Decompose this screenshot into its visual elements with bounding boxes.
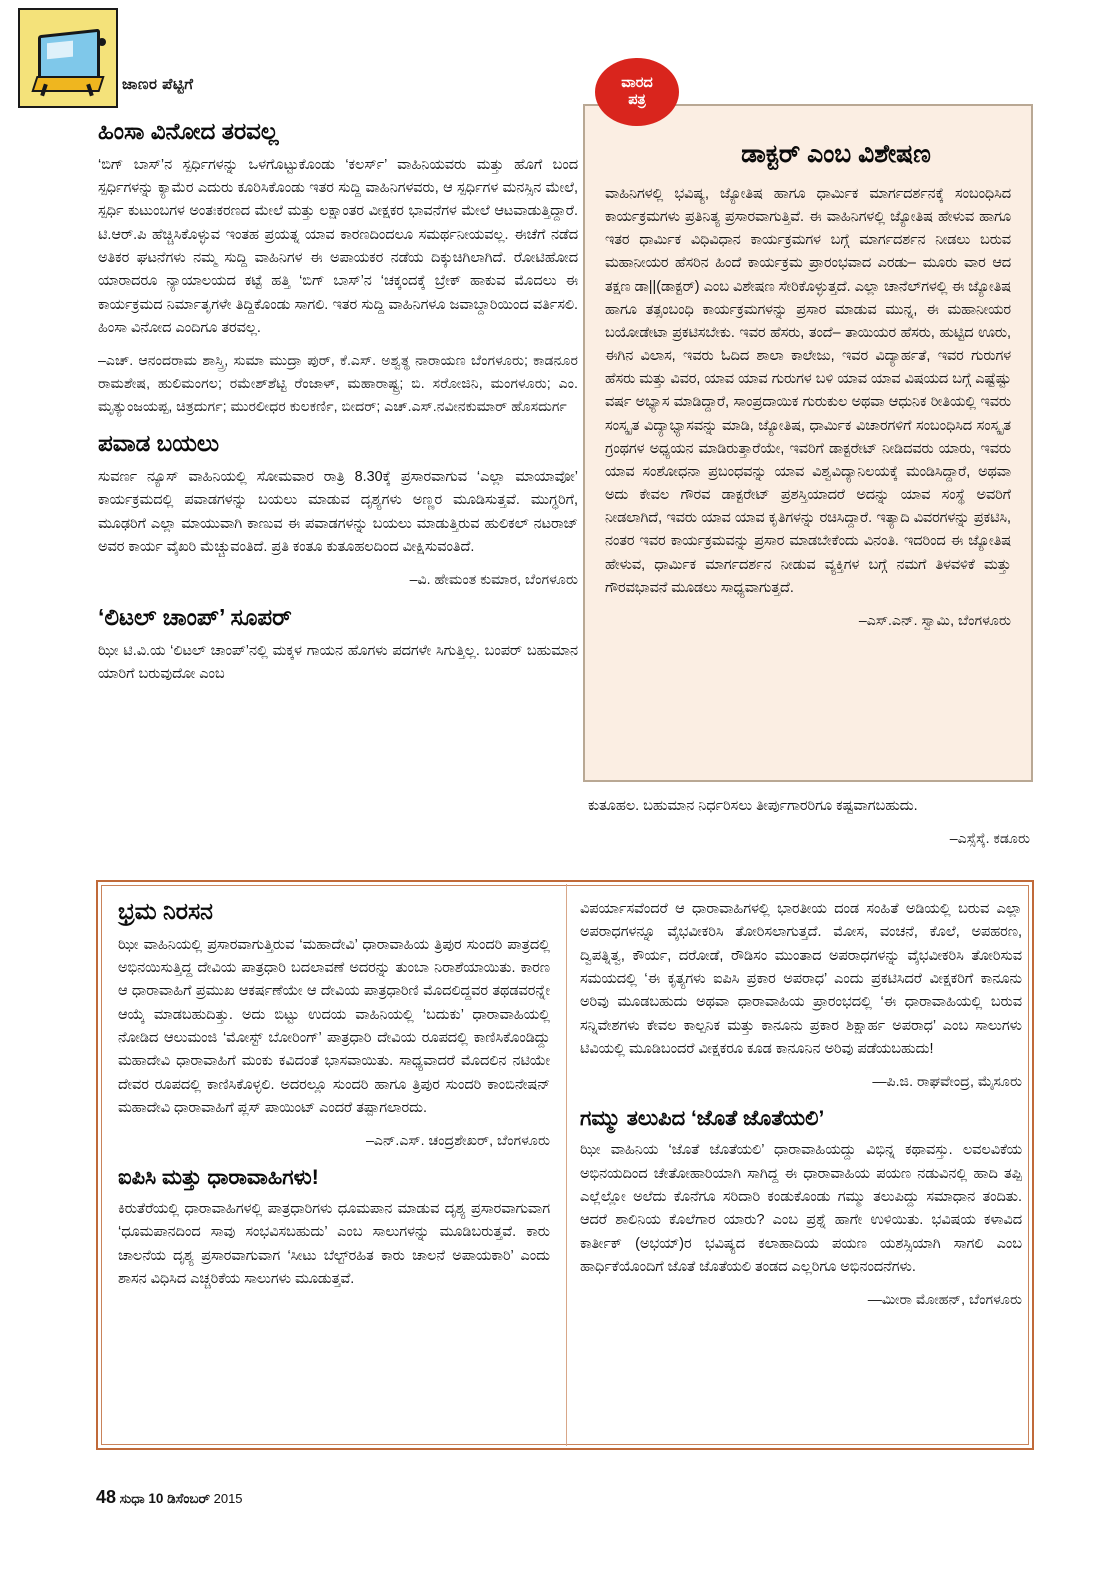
article-heading-pavada: ಪವಾಡ ಬಯಲು [98,430,220,457]
note-under-box [588,795,1030,863]
magazine-name-date: ಸುಧಾ 10 ಡಿಸೆಂಬರ್ [119,1491,210,1506]
note-under-body: ಕುತೂಹಲ. ಬಹುಮಾನ ನಿರ್ಧರಿಸಲು ತೀರ್ಪುಗಾರರಿಗೂ ಕಷ್ಟವಾಗಬಹುದು. [588,798,918,814]
article-signature-himsa: –ಎಚ್. ಆನಂದರಾಮ ಶಾಸ್ತ್ರಿ, ಸುಮಾ ಮುದ್ರಾ ಪುರ್, ಕೆ.ಎಸ್. ಅಶ್ವತ್ಥ ನಾರಾಯಣ ಬೆಂಗಳೂರು; ಕಾಡನೂರ ರಾಮಶೇಷ, ಹುಲಿಮಂಗಲ; ರಮೇಶ್‌ಶೆಟ್ಟಿ ರೆಂಜಾಳ್, ಮಹಾರಾಷ್ಟ್ರ; ಬಿ. ಸರೋಜಿನಿ, ಮಂಗಳೂರು; ಎಂ. ಮೃತ್ಯುಂಜಯಪ್ಪ, ಚಿತ್ರದುರ್ಗ; ಮುರಲೀಧರ ಕುಲಕರ್ಣಿ, ಬೀದರ್; ಎಚ್.ಎಸ್.ನವೀನಕುಮಾರ್ ಹೊಸದುರ್ಗ [98,353,578,415]
left-column-top [98,118,578,696]
article-signature-jothe: —ಮೀರಾ ಮೋಹನ್, ಬೆಂಗಳೂರು [867,1292,1022,1309]
article-body-ipc: ಕಿರುತೆರೆಯಲ್ಲಿ ಧಾರಾವಾಹಿಗಳಲ್ಲಿ ಪಾತ್ರಧಾರಿಗಳು ಧೂಮಪಾನ ಮಾಡುವ ದೃಶ್ಯ ಪ್ರಸಾರವಾಗುವಾಗ ‘ಧೂಮಪಾನದಿಂದ ಸಾವು ಸಂಭವಿಸಬಹುದು’ ಎಂಬ ಸಾಲುಗಳನ್ನು ಮೂಡಿಬರುತ್ತವೆ. ಕಾರು ಚಾಲನೆಯ ದೃಶ್ಯ ಪ್ರಸಾರವಾಗುವಾಗ ‘ಸೀಟು ಬೆಲ್ಟ್‌ರಹಿತ ಕಾರು ಚಾಲನೆ ಅಪಾಯಕಾರಿ’ ಎಂದು ಶಾಸನ ವಿಧಿಸಿದ ಎಚ್ಚರಿಕೆಯ ಸಾಲುಗಳು ಮೂಡುತ್ತವೆ. [118,1201,550,1288]
article-body-bhrama: ಝೀ ವಾಹಿನಿಯಲ್ಲಿ ಪ್ರಸಾರವಾಗುತ್ತಿರುವ ‘ಮಹಾದೇವಿ’ ಧಾರಾವಾಹಿಯ ತ್ರಿಪುರ ಸುಂದರಿ ಪಾತ್ರದಲ್ಲಿ ಅಭಿನಯಿಸುತ್ತಿದ್ದ ದೇವಿಯ ಪಾತ್ರಧಾರಿ ಬದಲಾವಣೆ ಅದರನ್ನು ತುಂಬಾ ನಿರಾಶೆಯಾಯಿತು. ಕಾರಣ ಆ ಧಾರಾವಾಹಿಗೆ ಪ್ರಮುಖ ಆಕರ್ಷಣೆಯೇ ಆ ದೇವಿಯ ಪಾತ್ರಧಾರಿಣಿ ಮೊದಲಿದ್ದವರ ತಥಡವರನ್ನೇ ಆಯ್ಕೆ ಮಾಡಬಹುದಿತ್ತು. ಅದು ಬಿಟ್ಟು ಉದಯ ವಾಹಿನಿಯಲ್ಲಿ ‘ಬದುಕು’ ಧಾರಾವಾಹಿಯಲ್ಲಿ ನೋಡಿದ ಆಲುಮಂಜಿ ‘ಮೋಸ್ಟ್ ಬೋರಿಂಗ್’ ಪಾತ್ರಧಾರಿ ದೇವಿಯ ರೂಪದಲ್ಲಿ ಕಾಣಿಸಿಕೊಂಡಿದ್ದು ಮಹಾದೇವಿ ಧಾರಾವಾಹಿಗೆ ಮಂಕು ಕವಿದಂತೆ ಭಾಸವಾಯಿತು. ಸಾಧ್ಯವಾದರೆ ಮೊದಲಿನ ನಟಿಯೇ ದೇವರ ರೂಪದಲ್ಲಿ ಕಾಣಿಸಿಕೊಳ್ಳಲಿ. ಅದರಲ್ಲೂ ಸುಂದರಿ ಹಾಗೂ ತ್ರಿಪುರ ಸುಂದರಿ ಕಾಂಬಿನೇಷನ್ ಮಹಾದೇವಿ ಧಾರಾವಾಹಿಗೆ ಪ್ಲಸ್ ಪಾಯಿಂಟ್ ಎಂದರೆ ತಪ್ಪಾಗಲಾರದು. [118,936,550,1116]
article-body-ipc-cont: ವಿಪರ್ಯಾಸವೆಂದರೆ ಆ ಧಾರಾವಾಹಿಗಳಲ್ಲಿ ಭಾರತೀಯ ದಂಡ ಸಂಹಿತೆ ಅಡಿಯಲ್ಲಿ ಬರುವ ಎಲ್ಲಾ ಅಪರಾಧಗಳನ್ನೂ ವೈಭವೀಕರಿಸಿ ತೋರಿಸಲಾಗುತ್ತದೆ. ಮೋಸ, ವಂಚನೆ, ಕೊಲೆ, ಅಪಹರಣ, ದ್ವಿಪತ್ನಿತ್ವ, ಕೌರ್ಯ, ದರೋಡೆ, ರೌಡಿಸಂ ಮುಂತಾದ ಅಪರಾಧಗಳನ್ನು ವೈಭವೀಕರಿಸಿ ತೋರಿಸುವ ಸಮಯದಲ್ಲಿ ‘ಈ ಕೃತ್ಯಗಳು ಐಪಿಸಿ ಪ್ರಕಾರ ಅಪರಾಧ’ ಎಂದು ಪ್ರಕಟಿಸಿದರೆ ವೀಕ್ಷಕರಿಗೆ ಕಾನೂನು ಅರಿವು ಮೂಡಬಹುದು ಅಥವಾ ಧಾರಾವಾಹಿಯ ಪ್ರಾರಂಭದಲ್ಲಿ ‘ಈ ಧಾರಾವಾಹಿಯಲ್ಲಿ ಬರುವ ಸನ್ನಿವೇಶಗಳು ಕೇವಲ ಕಾಲ್ಪನಿಕ ಮತ್ತು ಕಾನೂನು ಪ್ರಕಾರ ಶಿಕ್ಷಾರ್ಹ ಅಪರಾಧ’ ಎಂಬ ಸಾಲುಗಳು ಟಿವಿಯಲ್ಲಿ ಮೂಡಿಬಂದರೆ ವೀಕ್ಷಕರೂ ಕೂಡ ಕಾನೂನಿನ ಅರಿವು ಪಡೆಯಬಹುದು! [580,901,1022,1057]
vaarada-patra-body: ವಾಹಿನಿಗಳಲ್ಲಿ ಭವಿಷ್ಯ, ಜ್ಯೋತಿಷ ಹಾಗೂ ಧಾರ್ಮಿಕ ಮಾರ್ಗದರ್ಶನಕ್ಕೆ ಸಂಬಂಧಿಸಿದ ಕಾರ್ಯಕ್ರಮಗಳು ಪ್ರತಿನಿತ್ಯ ಪ್ರಸಾರವಾಗುತ್ತಿವೆ. ಈ ವಾಹಿನಿಗಳಲ್ಲಿ ಜ್ಯೋತಿಷ ಹೇಳುವ ಹಾಗೂ ಇತರ ಧಾರ್ಮಿಕ ವಿಧಿವಿಧಾನ ಕಾರ್ಯಕ್ರಮಗಳ ಬಗ್ಗೆ ಮಾರ್ಗದರ್ಶನ ನೀಡಲು ಬರುವ ಮಹಾನೀಯರ ಹೆಸರಿನ ಹಿಂದೆ ಕಾರ್ಯಕ್ರಮ ಪ್ರಾರಂಭವಾದ ಎರಡು– ಮೂರು ವಾರ ಆದ ತಕ್ಷಣ ಡಾ||(ಡಾಕ್ಟರ್) ಎಂಬ ವಿಶೇಷಣ ಸೇರಿಕೊಳ್ಳುತ್ತದೆ. ಎಲ್ಲಾ ಚಾನೆಲ್‌ಗಳಲ್ಲಿ ಈ ಜ್ಯೋತಿಷ ಹಾಗೂ ತತ್ಸಂಬಂಧಿ ಕಾರ್ಯಕ್ರಮಗಳನ್ನು ಪ್ರಸಾರ ಮಾಡುವ ಮುನ್ನ, ಈ ಮಹಾನೀಯರ ಬಯೋಡೇಟಾ ಪ್ರಕಟಿಸಬೇಕು. ಇವರ ಹೆಸರು, ತಂದೆ– ತಾಯಿಯರ ಹೆಸರು, ಹುಟ್ಟಿದ ಊರು, ಈಗಿನ ವಿಲಾಸ, ಇವರು ಓದಿದ ಶಾಲಾ ಕಾಲೇಜು, ಇವರ ವಿದ್ಯಾರ್ಹತೆ, ಇವರ ಗುರುಗಳ ಹೆಸರು ಮತ್ತು ವಿವರ, ಯಾವ ಯಾವ ಗುರುಗಳ ಬಳಿ ಯಾವ ಯಾವ ವಿಷಯದ ಬಗ್ಗೆ ಎಷ್ಟೆಷ್ಟು ವರ್ಷ ಅಭ್ಯಾಸ ಮಾಡಿದ್ದಾರೆ, ಸಾಂಪ್ರದಾಯಿಕ ಗುರುಕುಲ ಅಥವಾ ಆಧುನಿಕ ರೀತಿಯಲ್ಲಿ ಇವರು ಸಂಸ್ಕೃತ ವಿದ್ಯಾಭ್ಯಾಸವನ್ನು ಮಾಡಿ, ಜ್ಯೋತಿಷ, ಧಾರ್ಮಿಕ ವಿಚಾರಗಳಿಗೆ ಸಂಬಂಧಿಸಿದ ಸಂಸ್ಕೃತ ಗ್ರಂಥಗಳ ಅಧ್ಯಯನ ಮಾಡಿರುತ್ತಾರೆಯೇ, ಇವರಿಗೆ ಡಾಕ್ಟರೇಟ್ ನೀಡಿದವರು ಯಾರು, ಇವರು ಯಾವ ಸಂಶೋಧನಾ ಪ್ರಬಂಧವನ್ನು ಯಾವ ವಿಶ್ವವಿದ್ಯಾನಿಲಯಕ್ಕೆ ಮಂಡಿಸಿದ್ದಾರೆ, ಅಥವಾ ಅದು ಕೇವಲ ಗೌರವ ಡಾಕ್ಟರೇಟ್ ಪ್ರಶಸ್ತಿಯಾದರೆ ಅದನ್ನು ಯಾವ ಸಂಸ್ಥೆ ಅವರಿಗೆ ನೀಡಲಾಗಿದೆ, ಇವರು ಯಾವ ಯಾವ ಕೃತಿಗಳನ್ನು ರಚಿಸಿದ್ದಾರೆ. ಇತ್ಯಾದಿ ವಿವರಗಳನ್ನು ಪ್ರಕಟಿಸಿ, ನಂತರ ಇವರ ಕಾರ್ಯಕ್ರಮವನ್ನು ಪ್ರಸಾರ ಮಾಡಬೇಕೆಂದು ವಿನಂತಿ. ಇದರಿಂದ ಈ ಜ್ಯೋತಿಷ ಹೇಳುವ, ಧಾರ್ಮಿಕ ಮಾರ್ಗದರ್ಶನ ನೀಡುವ ವ್ಯಕ್ತಿಗಳ ಬಗ್ಗೆ ನಮಗೆ ತಿಳವಳಿಕೆ ಮತ್ತು ಗೌರವಭಾವನೆ ಮೂಡಲು ಸಾಧ್ಯವಾಗುತ್ತದೆ. [605,186,1011,596]
page-number: 48 [96,1487,117,1507]
vaarada-patra-box [583,104,1033,782]
article-heading-jothe: ಗಮ್ಮು ತಲುಪಿದ ‘ಜೊತೆ ಜೊತೆಯಲಿ’ [580,1107,825,1131]
article-heading-bhrama: ಭ್ರಮ ನಿರಸನ [118,898,213,924]
vaarada-patra-title: ಡಾಕ್ಟರ್ ಎಂಬ ವಿಶೇಷಣ [741,140,931,168]
article-body-himsa: ‘ಬಿಗ್ ಬಾಸ್’ನ ಸ್ಪರ್ಧಿಗಳನ್ನು ಒಳಗೊಟ್ಟುಕೊಂಡು ‘ಕಲರ್ಸ್’ ವಾಹಿನಿಯವರು ಮತ್ತು ಹೊಗೆ ಬಂದ ಸ್ಪರ್ಧಿಗಳನ್ನು ಕ್ಯಾಮೆರ ಎದುರು ಕೂರಿಸಿಕೊಂಡು ಇತರ ಸುದ್ದಿ ವಾಹಿನಿಗಳವರು, ಆ ಸ್ಪರ್ಧಿಗಳ ಮನಸ್ಸಿನ ಮೇಲೆ, ಸ್ಪರ್ಧಿ ಕುಟುಂಬಗಳ ಅಂತಃಕರಣದ ಮೇಲೆ ಮತ್ತು ಲಕ್ಷಾಂತರ ವೀಕ್ಷಕರ ಭಾವನೆಗಳ ಮೇಲೆ ಆಟವಾಡುತ್ತಿದ್ದಾರೆ. ಟಿ.ಆರ್.ಪಿ ಹೆಚ್ಚಿಸಿಕೊಳ್ಳುವ ಇಂತಹ ಪ್ರಯತ್ನ ಯಾವ ಕಾರಣದಿಂದಲೂ ಸಮರ್ಥನೀಯವಲ್ಲ. ಈಚೆಗೆ ನಡೆದ ಅತಿಕರ ಘಟನೆಗಳು ನಮ್ಮ ಸುದ್ದಿ ವಾಹಿನಿಗಳ ಈ ಅಪಾಯಕರ ನಡೆಯ ದಿಕ್ಕುಚಿಗಿಲಾಗಿದೆ. ರೋಟಿಹೋದ ಯಾರಾದರೂ ನ್ಯಾಯಾಲಯದ ಕಟ್ಟೆ ಹತ್ತಿ ‘ಬಿಗ್ ಬಾಸ್’ನ ‘ಚಕ್ಕಂದಕ್ಕೆ ಬ್ರೇಕ್ ಹಾಕುವ ಮೊದಲು ಈ ಕಾರ್ಯಕ್ರಮದ ನಿರ್ಮಾತೃಗಳೇ ತಿದ್ದಿಕೊಂಡು ಸಾಗಲಿ. ಇತರ ಸುದ್ದಿ ವಾಹಿನಿಗಳೂ ಜವಾಬ್ದಾರಿಯಿಂದ ವರ್ತಿಸಲಿ. ಹಿಂಸಾ ವಿನೋದ ಎಂದಿಗೂ ತರವಲ್ಲ. [98,156,578,336]
article-body-pavada: ಸುವರ್ಣ ನ್ಯೂಸ್ ವಾಹಿನಿಯಲ್ಲಿ ಸೋಮವಾರ ರಾತ್ರಿ 8.30ಕ್ಕೆ ಪ್ರಸಾರವಾಗುವ ‘ಎಲ್ಲಾ ಮಾಯಾವೋ’ ಕಾರ್ಯಕ್ರಮದಲ್ಲಿ ಪವಾಡಗಳನ್ನು ಬಯಲು ಮಾಡುವ ದೃಶ್ಯಗಳು ಅಣ್ಣರ ಮೂಡಿಸುತ್ತವೆ. ಮುಗ್ಧರಿಗೆ, ಮೂಢರಿಗೆ ಎಲ್ಲಾ ಮಾಯುವಾಗಿ ಕಾಣುವ ಈ ಪವಾಡಗಳನ್ನು ಬಯಲು ಮಾಡುತ್ತಿರುವ ಹುಲಿಕಲ್ ನಟರಾಜ್ ಅವರ ಕಾರ್ಯ ವೈಖರಿ ಮೆಚ್ಚುವಂತಿದೆ. ಪ್ರತಿ ಕಂತೂ ಕುತೂಹಲದಿಂದ ವೀಕ್ಷಿಸುವಂತಿದೆ. [98,468,578,555]
tv-knob-shape [98,38,106,46]
article-heading-himsa: ಹಿಂಸಾ ವಿನೋದ ತರವಲ್ಲ [98,118,279,144]
article-heading-ipc: ಐಪಿಸಿ ಮತ್ತು ಧಾರಾವಾಹಿಗಳು! [118,1165,319,1189]
bottom-frame-column-divider [566,884,567,1446]
note-under-signature: –ಎಸ್ಸೆಸ್ಕೆ. ಕಡೂರು [949,831,1030,848]
vaarada-patra-signature: –ಎಸ್.ಎನ್. ಸ್ವಾಮಿ, ಬೆಂಗಳೂರು [858,612,1011,629]
stamp-line-1: ವಾರದ [621,75,653,92]
page-footer [96,1487,243,1508]
article-signature-ipc: —ಪಿ.ಜಿ. ರಾಘವೇಂದ್ರ, ಮೈಸೂರು [872,1074,1022,1091]
stamp-line-2: ಪತ್ರ [628,92,646,108]
bottom-right-column [580,898,1022,1324]
article-signature-bhrama: –ಎನ್.ಎಸ್. ಚಂದ್ರಶೇಖರ್, ಬೆಂಗಳೂರು [365,1133,550,1150]
masthead [18,8,578,118]
article-body-little-champ: ಝೀ ಟಿ.ವಿ.ಯ ‘ಲಿಟಲ್ ಚಾಂಪ್’ನಲ್ಲಿ ಮಕ್ಕಳ ಗಾಯನ ಹೊಗಳು ಪದಗಳೇ ಸಿಗುತ್ತಿಲ್ಲ. ಬಂಪರ್ ಬಹುಮಾನ ಯಾರಿಗೆ ಬರುವುದೋ ಎಂಬ [98,642,578,682]
footer-year: 2015 [213,1491,243,1506]
television-icon [18,8,118,108]
tv-screen-glare [47,41,73,60]
bottom-left-column [118,898,550,1301]
article-body-jothe: ಝೀ ವಾಹಿನಿಯ ‘ಜೊತೆ ಜೊತೆಯಲಿ’ ಧಾರಾವಾಹಿಯದ್ದು ವಿಭಿನ್ನ ಕಥಾವಸ್ತು. ಲವಲವಿಕೆಯ ಅಭಿನಯದಿಂದ ಚೇತೋಹಾರಿಯಾಗಿ ಸಾಗಿದ್ದ ಈ ಧಾರಾವಾಹಿಯ ಪಯಣ ನಡುವಿನಲ್ಲಿ ಹಾದಿ ತಪ್ಪಿ ಎಲ್ಲೆಲ್ಲೋ ಅಲೆದು ಕೊನೆಗೂ ಸರಿದಾರಿ ಕಂಡುಕೊಂಡು ಗಮ್ಮು ತಲುಪಿದ್ದು ಸಮಾಧಾನ ತಂದಿತು. ಆದರೆ ಶಾಲಿನಿಯ ಕೊಲೆಗಾರ ಯಾರು? ಎಂಬ ಪ್ರಶ್ನೆ ಹಾಗೇ ಉಳಿಯಿತು. ಭವಿಷಯ ಕಳಾವಿದ ಕಾರ್ತೀಕ್ (ಅಭಯ್)ರ ಭವಿಷ್ಯದ ಕಲಾಹಾದಿಯ ಪಯಣ ಯಶಸ್ಸಿಯಾಗಿ ಸಾಗಲಿ ಎಂಬ ಹಾರ್ಧಿಕೆಯೊಂದಿಗೆ ಜೊತೆ ಜೊತೆಯಲಿ ತಂಡದ ಎಲ್ಲರಿಗೂ ಅಭಿನಂದನೆಗಳು. [580,1142,1022,1275]
vaarada-patra-stamp [595,58,679,126]
masthead-title: ಜಾಣರ ಪೆಟ್ಟಿಗೆ [122,76,194,93]
article-heading-little-champ: ‘ಲಿಟಲ್ ಚಾಂಪ್’ ಸೂಪರ್ [98,604,292,630]
article-signature-pavada: –ವಿ. ಹೇಮಂತ ಕುಮಾರ, ಬೆಂಗಳೂರು [409,572,578,589]
